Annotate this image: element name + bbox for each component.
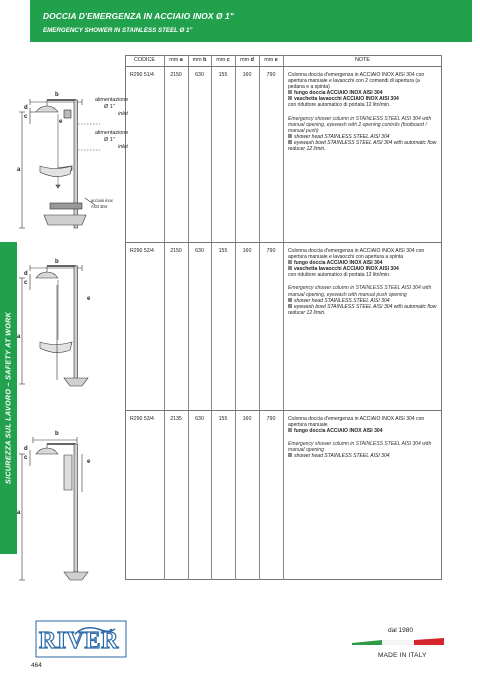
row2-note-it-4: con riduttore automatico di portata 12 litri/min.: [288, 272, 391, 279]
row1-b: 630: [195, 72, 204, 78]
row1-note-it-2: fungo doccia ACCIAIO INOX AISI 304: [288, 90, 438, 96]
label-aisi: AISI 304: [91, 204, 108, 209]
row3-a: 2135: [170, 416, 182, 422]
label-inlet-1: inlet: [118, 111, 128, 117]
header-note: NOTE: [355, 57, 370, 63]
label-diameter-2: Ø 1": [104, 137, 115, 143]
row1-note-en-2: shower head STAINLESS STEEL AISI 304: [288, 134, 438, 140]
header-mm-d: mm d: [240, 57, 254, 63]
label-a: a: [17, 334, 21, 340]
row1-d: 160: [242, 72, 252, 78]
label-b: b: [55, 431, 59, 437]
label-e: e: [87, 296, 91, 302]
base-plate: [64, 572, 88, 580]
label-alimentazione-1: alimentazione: [95, 97, 129, 103]
row2-note-it-1: Colonna doccia d'emergenza in ACCIAIO INOX AISI 304 con apertura manuale e lavaocchi con apertura a spinta: [288, 248, 425, 261]
italian-flag-icon: [352, 638, 444, 645]
header-mm-e: mm e: [264, 57, 278, 63]
label-alimentazione-2: alimentazione: [95, 130, 129, 136]
label-b: b: [55, 259, 59, 265]
row2-e: 790: [266, 248, 276, 254]
row1-e: 790: [266, 72, 276, 78]
row3-note-it-2: fungo doccia ACCIAIO INOX AISI 304: [288, 428, 438, 434]
label-d: d: [24, 105, 28, 111]
row1-note-it-4: con riduttore automatico di portata 12 litri/min.: [288, 102, 391, 109]
label-diameter-1: Ø 1": [104, 104, 115, 110]
row3-c: 155: [218, 416, 228, 422]
row1-note-it-3: vaschetta lavaocchi ACCIAIO INOX AISI 304: [288, 96, 438, 102]
shower-column: [74, 444, 78, 572]
row2-note-en-1: Emergency shower column in STAINLESS STEEL AISI 304 with manual opening, eyewash with manual push opening: [288, 285, 432, 298]
label-b: b: [55, 92, 59, 98]
row1-note-en-1: Emergency shower column in STAINLESS STEEL AISI 304 with manual opening, eyewash with 2 opening controls (footboard / manual push): [288, 115, 432, 134]
row2-note-en-2: shower head STAINLESS STEEL AISI 304: [288, 298, 438, 304]
row2-b: 630: [195, 248, 204, 254]
eyewash-bowl: [40, 166, 72, 177]
row2-note-it-2: fungo doccia ACCIAIO INOX AISI 304: [288, 260, 438, 266]
label-e: e: [87, 459, 91, 465]
made-in-italy: MADE IN ITALY: [378, 652, 427, 659]
since-label: dal 1980: [388, 627, 413, 634]
shower-drawing-2: [19, 265, 91, 386]
row1-note-it-1: Colonna doccia d'emergenza in ACCIAIO INOX AISI 304 con apertura manuale e lavaocchi con 2 comandi di apertura (a pedana e a spinta): [288, 72, 425, 91]
river-logo: [35, 620, 127, 658]
label-d: d: [24, 446, 28, 452]
label-c: c: [24, 455, 28, 461]
row3-b: 630: [195, 416, 204, 422]
logo-wordmark: RIVER: [39, 628, 119, 654]
row3-note-it-1: Colonna doccia d'emergenza in ACCIAIO INOX AISI 304 con apertura manuale: [288, 416, 425, 429]
header-codice: CODICE: [134, 57, 155, 63]
page-number: 464: [31, 662, 42, 669]
row1-a: 2150: [170, 72, 182, 78]
header-mm-b: mm b: [192, 57, 207, 63]
shower-drawing-3: [19, 437, 91, 580]
shower-column: [74, 266, 78, 380]
page-subtitle: EMERGENCY SHOWER IN STAINLESS STEEL Ø 1": [43, 27, 193, 34]
row2-c: 155: [218, 248, 228, 254]
footboard: [44, 215, 86, 225]
label-a: a: [17, 510, 21, 516]
row2-note-en-3: eyewash bowl STAINLESS STEEL AISI 304 with automatic flow reducer 12 l/min.: [288, 303, 437, 316]
shower-head: [36, 448, 58, 454]
label-c: c: [24, 280, 28, 286]
row3-d: 160: [242, 416, 252, 422]
row3-note-en-1: Emergency shower column in STAINLESS STEEL AISI 304 with manual opening: [288, 441, 432, 454]
shower-head: [36, 106, 58, 112]
header-mm-a: mm a: [169, 57, 183, 63]
label-e: e: [59, 119, 63, 125]
header-mm-c: mm c: [216, 57, 230, 63]
row1-code: R290 51/4: [130, 72, 154, 78]
row2-note-it-3: vaschetta lavaocchi ACCIAIO INOX AISI 304: [288, 266, 438, 272]
row2-d: 160: [242, 248, 252, 254]
label-inlet-2: inlet: [118, 144, 128, 150]
row3-code: R290 53/4: [130, 416, 154, 422]
row1-note-en-3: eyewash bowl STAINLESS STEEL AISI 304 with automatic flow reducer 12 l/min.: [288, 139, 437, 153]
page-title: DOCCIA D'EMERGENZA IN ACCIAIO INOX Ø 1": [43, 11, 234, 21]
label-d: d: [24, 271, 28, 277]
row2-a: 2150: [170, 248, 182, 254]
row3-note-en-2: shower head STAINLESS STEEL AISI 304: [288, 453, 438, 459]
label-c: c: [24, 114, 28, 120]
base-plate: [64, 378, 88, 386]
row1-c: 155: [218, 72, 228, 78]
row3-e: 790: [266, 416, 276, 422]
label-a: a: [17, 167, 21, 173]
shower-head: [36, 272, 58, 278]
side-label: SICUREZZA SUL LAVORO – SAFETY AT WORK: [3, 311, 13, 485]
label-acciaio-inox: acciaio inox: [91, 198, 113, 203]
row2-code: R290 52/4: [130, 248, 154, 254]
eyewash-bowl: [40, 342, 72, 353]
